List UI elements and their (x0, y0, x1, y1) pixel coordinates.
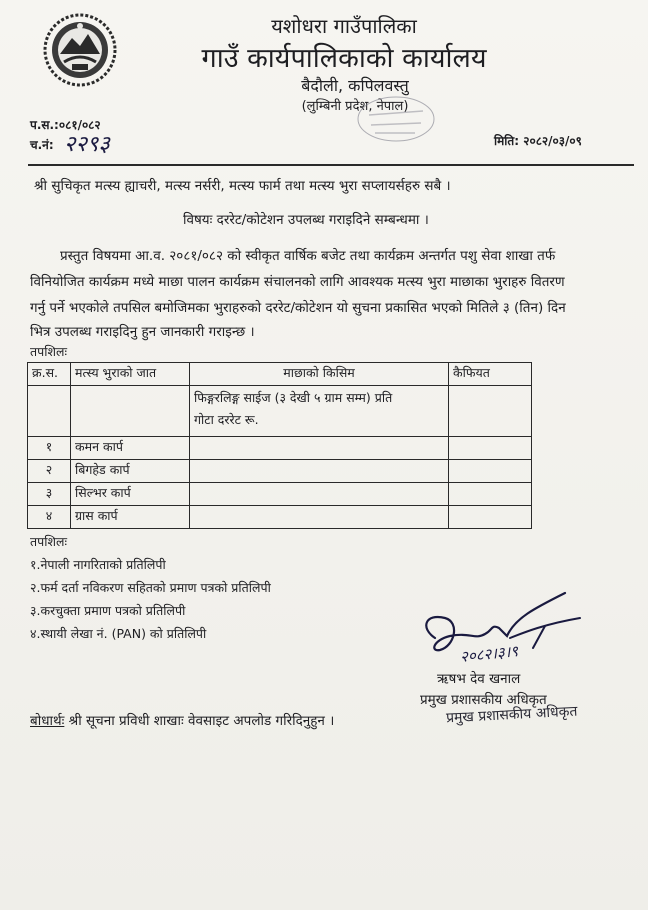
paragraph-line-1: प्रस्तुत विषयमा आ.व. २०८१/०८२ को स्वीकृत वार्षिक बजेट तथा कार्यक्रम अन्तर्गत पशु सेवा शाखा तर्फ (60, 248, 556, 264)
paragraph-line-4: भित्र उपलब्ध गराइदिनु हुन जानकारी गराइन्छ । (30, 324, 255, 340)
header-fish-breed: मत्स्य भुराको जात (71, 363, 190, 386)
fingerling-size-cell: फिङ्गरलिङ्ग साईज (३ देखी ५ ग्राम सम्म) प्रति गोटा दररेट रू. (190, 386, 449, 437)
table-row: २ बिगहेड कार्प (28, 460, 532, 483)
table-row: १ कमन कार्प (28, 437, 532, 460)
table-row: ३ सिल्भर कार्प (28, 483, 532, 506)
office-stamp-icon (355, 93, 437, 145)
table-row (28, 386, 532, 437)
signatory-title: प्रमुख प्रशासकीय अधिकृत (420, 692, 547, 708)
header-remarks: कैफियत (449, 363, 532, 386)
table-row: ४ ग्रास कार्प (28, 506, 532, 529)
reference-number: प.स.:०८१/०८२ (30, 118, 101, 132)
table-label: तपशिलः (30, 344, 67, 359)
documents-label: तपशिलः (30, 534, 67, 549)
document-item-3: ३.करचुक्ता प्रमाण पत्रको प्रतिलिपी (30, 603, 186, 618)
header-rule (28, 164, 634, 166)
bodhartha-label: बोधार्थः (30, 713, 65, 729)
table-header-row (28, 363, 532, 386)
bodhartha-line (30, 711, 334, 729)
document-item-1: १.नेपाली नागरिताको प्रतिलिपी (30, 557, 166, 572)
fingerling-table (27, 362, 532, 529)
subject-line: विषयः दररेट/कोटेशन उपलब्ध गराइदिने सम्बन्धमा । (183, 212, 429, 228)
paragraph-line-2: विनियोजित कार्यक्रम मध्ये माछा पालन कार्यक्रम संचालनको लागि आवश्यक मत्स्य भुरा माछाका भुराहरु वितरण (30, 274, 565, 290)
signatory-name: ऋषभ देव खनाल (437, 671, 521, 687)
letter-date: मिति: २०८२/०३/०९ (494, 134, 582, 148)
document-item-2: २.फर्म दर्ता नविकरण सहितको प्रमाण पत्रको प्रतिलिपी (30, 580, 271, 595)
designation-stamp: प्रमुख प्रशासकीय अधिकृत (445, 703, 578, 727)
bodhartha-text: श्री सूचना प्रविधी शाखाः वेवसाइट अपलोड गरिदिनुहुन । (68, 713, 335, 729)
signature-scribble (415, 588, 590, 678)
office-address: बैदौली, कपिलवस्तु (301, 76, 409, 95)
header-sn: क्र.स. (28, 363, 71, 386)
handwritten-date: २०८२।३।९ (459, 642, 519, 666)
dispatch-label: च.नं: (30, 138, 54, 152)
office-province: (लुम्बिनी प्रदेश, नेपाल) (301, 99, 409, 114)
recipient-line: श्री सुचिकृत मत्स्य ह्याचरी, मत्स्य नर्सरी, मत्स्य फार्म तथा मत्स्य भुरा सप्लायर्सहरु सबै । (34, 178, 451, 194)
dispatch-number: २२९३ (64, 132, 110, 157)
office-name: गाउँ कार्यपालिकाको कार्यालय (201, 43, 487, 74)
municipality-name: यशोधरा गाउँपालिका (271, 14, 417, 38)
document-item-4: ४.स्थायी लेखा नं. (PAN) को प्रतिलिपी (30, 626, 207, 641)
paragraph-line-3: गर्नु पर्ने भएकोले तपसिल बमोजिमका भुराहरुको दररेट/कोटेशन यो सुचना प्रकासित भएको मितिले ३ (तिन) दिन (30, 300, 566, 316)
header-fish-type: माछाको किसिम (190, 363, 449, 386)
